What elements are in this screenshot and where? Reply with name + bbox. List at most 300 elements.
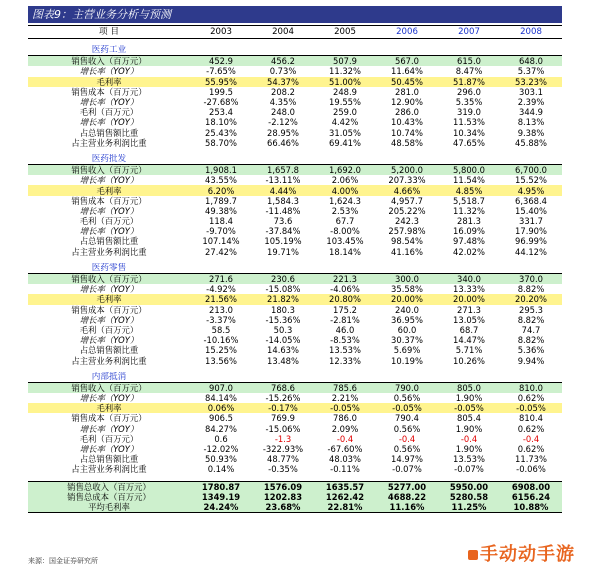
value-cell: 2.53% xyxy=(331,205,359,216)
value-cell: -15.08% xyxy=(265,284,301,295)
value-cell: 8.13% xyxy=(517,117,545,128)
table-row xyxy=(28,226,562,236)
value-cell: 344.9 xyxy=(519,107,543,118)
value-cell: 0.06% xyxy=(190,403,252,413)
value-cell: 12.90% xyxy=(391,97,423,108)
table-row xyxy=(28,454,562,464)
section-title: 医药工业 xyxy=(28,45,190,56)
value-cell: 1.90% xyxy=(455,423,483,434)
value-cell: 248.9 xyxy=(333,86,357,97)
value-cell: 180.3 xyxy=(271,304,295,315)
table-row xyxy=(28,355,562,365)
value-cell: 84.14% xyxy=(205,393,237,404)
value-cell: 370.0 xyxy=(500,273,562,284)
value-cell: 281.0 xyxy=(395,86,419,97)
table-row xyxy=(28,138,562,148)
value-cell: 8.47% xyxy=(455,66,483,77)
value-cell: 17.90% xyxy=(515,226,547,237)
value-cell: 248.0 xyxy=(271,107,295,118)
value-cell: -9.70% xyxy=(206,226,236,237)
section-header-row xyxy=(28,263,562,274)
value-cell: 18.10% xyxy=(205,117,237,128)
section-header-row xyxy=(28,154,562,165)
value-cell: 68.7 xyxy=(459,324,479,335)
value-cell: 28.95% xyxy=(267,127,299,138)
value-cell: -27.68% xyxy=(203,97,239,108)
row-label: 销售收入（百万元） xyxy=(28,273,190,284)
table-row xyxy=(28,87,562,97)
table-row xyxy=(28,393,562,403)
watermark-logo xyxy=(468,540,575,566)
totals-value-cell: 1780.87 xyxy=(190,481,252,492)
totals-value-cell: 1349.19 xyxy=(190,492,252,502)
value-cell: 11.54% xyxy=(453,175,485,186)
watermark-badge-icon xyxy=(468,550,478,560)
value-cell: 27.42% xyxy=(205,246,237,257)
row-label: 占总销售额比重 xyxy=(79,236,139,247)
table-row xyxy=(28,107,562,117)
value-cell: 118.4 xyxy=(209,216,233,227)
row-label: 毛利（百万元） xyxy=(79,433,139,444)
value-cell: -37.84% xyxy=(265,226,301,237)
row-label: 销售收入（百万元） xyxy=(28,165,190,176)
totals-value-cell: 23.68% xyxy=(252,502,314,513)
value-cell: 0.62% xyxy=(517,423,545,434)
section-blank-cell xyxy=(438,154,500,165)
section-blank-cell xyxy=(438,45,500,56)
table-row xyxy=(28,128,562,138)
row-label: 毛利率 xyxy=(28,77,190,87)
value-cell: 9.94% xyxy=(517,355,545,366)
value-cell: 31.05% xyxy=(329,127,361,138)
value-cell: -4.92% xyxy=(206,284,236,295)
value-cell: 2.06% xyxy=(331,175,359,186)
row-label: 增长率（YOY） xyxy=(79,226,139,237)
totals-row xyxy=(28,492,562,502)
table-row xyxy=(28,325,562,335)
section-blank-cell xyxy=(252,154,314,165)
value-cell: 8.82% xyxy=(517,314,545,325)
value-cell: 4.35% xyxy=(269,97,297,108)
value-cell: 51.00% xyxy=(314,77,376,87)
value-cell: -0.05% xyxy=(376,403,438,413)
table-row xyxy=(28,345,562,355)
value-cell: 14.47% xyxy=(453,335,485,346)
value-cell: 58.5 xyxy=(211,324,231,335)
value-cell: 507.9 xyxy=(314,56,376,67)
value-cell: -0.11% xyxy=(330,464,360,475)
totals-value-cell: 1202.83 xyxy=(252,492,314,502)
value-cell: 4.44% xyxy=(252,185,314,195)
value-cell: 50.45% xyxy=(376,77,438,87)
value-cell: 567.0 xyxy=(376,56,438,67)
value-cell: 54.37% xyxy=(252,77,314,87)
table-row xyxy=(28,315,562,325)
value-cell: -2.12% xyxy=(268,117,298,128)
section-blank-cell xyxy=(314,372,376,383)
value-cell: 2.21% xyxy=(331,393,359,404)
value-cell: 10.74% xyxy=(391,127,423,138)
value-cell: 0.6 xyxy=(214,433,228,444)
value-cell: -13.11% xyxy=(265,175,301,186)
value-cell: 15.25% xyxy=(205,345,237,356)
value-cell: 105.19% xyxy=(264,236,302,247)
value-cell: -3.37% xyxy=(206,314,236,325)
table-row xyxy=(28,117,562,127)
table-row xyxy=(28,216,562,226)
section-blank-cell xyxy=(314,154,376,165)
value-cell: 84.27% xyxy=(205,423,237,434)
value-cell: 2.09% xyxy=(331,423,359,434)
section-blank-cell xyxy=(252,372,314,383)
value-cell: 35.58% xyxy=(391,284,423,295)
value-cell: 11.32% xyxy=(453,205,485,216)
value-cell: 4.95% xyxy=(500,185,562,195)
row-label: 占总销售额比重 xyxy=(79,345,139,356)
value-cell: 230.6 xyxy=(252,273,314,284)
row-label: 占主营业务利润比重 xyxy=(71,464,147,475)
value-cell: 1.90% xyxy=(455,444,483,455)
value-cell: 452.9 xyxy=(190,56,252,67)
section-blank-cell xyxy=(314,263,376,274)
totals-value-cell: 5280.58 xyxy=(438,492,500,502)
value-cell: -0.4 xyxy=(398,433,416,444)
watermark-text: 手动动手游 xyxy=(480,544,575,565)
value-cell: 53.23% xyxy=(500,77,562,87)
totals-value-cell: 10.88% xyxy=(500,502,562,513)
value-cell: 242.3 xyxy=(395,216,419,227)
value-cell: 175.2 xyxy=(333,304,357,315)
totals-value-cell: 1635.57 xyxy=(314,481,376,492)
value-cell: 456.2 xyxy=(252,56,314,67)
value-cell: 0.73% xyxy=(269,66,297,77)
value-cell: 20.00% xyxy=(376,294,438,304)
value-cell: 13.05% xyxy=(453,314,485,325)
table-row xyxy=(28,165,562,176)
value-cell: 19.55% xyxy=(329,97,361,108)
value-cell: 98.54% xyxy=(391,236,423,247)
value-cell: 790.0 xyxy=(376,382,438,393)
totals-value-cell: 11.25% xyxy=(438,502,500,513)
section-blank-cell xyxy=(190,263,252,274)
row-label: 增长率（YOY） xyxy=(79,284,139,295)
value-cell: 13.33% xyxy=(453,284,485,295)
value-cell: 0.56% xyxy=(393,423,421,434)
row-label: 占主营业务利润比重 xyxy=(71,137,147,148)
table-row xyxy=(28,434,562,444)
value-cell: 4.85% xyxy=(438,185,500,195)
totals-value-cell: 1576.09 xyxy=(252,481,314,492)
value-cell: 0.56% xyxy=(393,444,421,455)
value-cell: 8.82% xyxy=(517,335,545,346)
row-label: 销售成本（百万元） xyxy=(71,86,147,97)
value-cell: 107.14% xyxy=(202,236,240,247)
value-cell: -7.65% xyxy=(206,66,236,77)
totals-row xyxy=(28,502,562,513)
value-cell: 13.53% xyxy=(453,454,485,465)
row-label: 增长率（YOY） xyxy=(79,444,139,455)
section-title: 医药批发 xyxy=(28,154,190,165)
table-row xyxy=(28,185,562,195)
value-cell: 60.0 xyxy=(397,324,417,335)
section-blank-cell xyxy=(314,45,376,56)
value-cell: 48.03% xyxy=(329,454,361,465)
row-label: 毛利率 xyxy=(28,294,190,304)
table-row xyxy=(28,335,562,345)
value-cell: -15.36% xyxy=(265,314,301,325)
value-cell: 253.4 xyxy=(209,107,233,118)
value-cell: 58.70% xyxy=(205,137,237,148)
table-row xyxy=(28,444,562,454)
row-label: 毛利（百万元） xyxy=(79,216,139,227)
value-cell: 41.16% xyxy=(391,246,423,257)
section-blank-cell xyxy=(500,154,562,165)
section-title: 内部抵消 xyxy=(28,372,190,383)
header-label-cell: 项 目 xyxy=(28,26,190,39)
totals-value-cell: 24.24% xyxy=(190,502,252,513)
totals-label: 销售总成本（百万元） xyxy=(28,492,190,502)
section-blank-cell xyxy=(252,45,314,56)
value-cell: -0.05% xyxy=(500,403,562,413)
value-cell: 1,657.8 xyxy=(252,165,314,176)
table-row xyxy=(28,273,562,284)
table-row xyxy=(28,77,562,87)
value-cell: 213.0 xyxy=(209,304,233,315)
value-cell: 0.56% xyxy=(393,393,421,404)
value-cell: 19.71% xyxy=(267,246,299,257)
value-cell: -67.60% xyxy=(327,444,363,455)
table-row xyxy=(28,97,562,107)
value-cell: 340.0 xyxy=(438,273,500,284)
value-cell: 44.12% xyxy=(515,246,547,257)
row-label: 增长率（YOY） xyxy=(79,66,139,77)
table-row xyxy=(28,236,562,246)
totals-value-cell: 6156.24 xyxy=(500,492,562,502)
value-cell: 73.6 xyxy=(273,216,293,227)
totals-label: 销售总收入（百万元） xyxy=(28,481,190,492)
value-cell: 10.26% xyxy=(453,355,485,366)
value-cell: 55.95% xyxy=(190,77,252,87)
row-label: 占总销售额比重 xyxy=(79,127,139,138)
table-row xyxy=(28,196,562,206)
value-cell: 768.6 xyxy=(252,382,314,393)
value-cell: 43.55% xyxy=(205,175,237,186)
value-cell: 48.58% xyxy=(391,137,423,148)
value-cell: 300.0 xyxy=(376,273,438,284)
table-row xyxy=(28,66,562,76)
value-cell: 786.0 xyxy=(333,413,357,424)
value-cell: -8.53% xyxy=(330,335,360,346)
value-cell: 1,624.3 xyxy=(329,195,361,206)
value-cell: 615.0 xyxy=(438,56,500,67)
value-cell: 18.14% xyxy=(329,246,361,257)
value-cell: 5.37% xyxy=(517,66,545,77)
section-header-row xyxy=(28,372,562,383)
value-cell: -14.05% xyxy=(265,335,301,346)
value-cell: 6.20% xyxy=(190,185,252,195)
value-cell: 96.99% xyxy=(515,236,547,247)
value-cell: 259.0 xyxy=(333,107,357,118)
value-cell: 20.80% xyxy=(314,294,376,304)
section-blank-cell xyxy=(376,372,438,383)
value-cell: 208.2 xyxy=(271,86,295,97)
value-cell: 16.09% xyxy=(453,226,485,237)
value-cell: -0.4 xyxy=(522,433,540,444)
value-cell: 271.6 xyxy=(190,273,252,284)
value-cell: 5.35% xyxy=(455,97,483,108)
value-cell: 648.0 xyxy=(500,56,562,67)
value-cell: -0.07% xyxy=(454,464,484,475)
header-year-cell: 2008 xyxy=(500,26,562,39)
row-label: 增长率（YOY） xyxy=(79,335,139,346)
row-label: 毛利（百万元） xyxy=(79,107,139,118)
value-cell: -8.00% xyxy=(330,226,360,237)
value-cell: 11.64% xyxy=(391,66,423,77)
value-cell: 286.0 xyxy=(395,107,419,118)
totals-value-cell: 11.16% xyxy=(376,502,438,513)
value-cell: 13.53% xyxy=(329,345,361,356)
value-cell: 30.37% xyxy=(391,335,423,346)
table-row xyxy=(28,424,562,434)
totals-value-cell: 1262.42 xyxy=(314,492,376,502)
value-cell: 11.53% xyxy=(453,117,485,128)
value-cell: 50.3 xyxy=(273,324,293,335)
totals-value-cell: 22.81% xyxy=(314,502,376,513)
value-cell: 48.77% xyxy=(267,454,299,465)
value-cell: 15.52% xyxy=(515,175,547,186)
header-year-cell: 2007 xyxy=(438,26,500,39)
value-cell: 12.33% xyxy=(329,355,361,366)
value-cell: -10.16% xyxy=(203,335,239,346)
value-cell: 0.62% xyxy=(517,393,545,404)
row-label: 占总销售额比重 xyxy=(79,454,139,465)
table-row xyxy=(28,403,562,413)
value-cell: 303.1 xyxy=(519,86,543,97)
table-row xyxy=(28,56,562,67)
section-blank-cell xyxy=(500,45,562,56)
section-header-row xyxy=(28,45,562,56)
value-cell: 5,200.0 xyxy=(376,165,438,176)
row-label: 增长率（YOY） xyxy=(79,175,139,186)
section-blank-cell xyxy=(438,372,500,383)
value-cell: 4.66% xyxy=(376,185,438,195)
value-cell: 21.56% xyxy=(190,294,252,304)
row-label: 销售成本（百万元） xyxy=(71,413,147,424)
value-cell: 97.48% xyxy=(453,236,485,247)
value-cell: 257.98% xyxy=(388,226,426,237)
value-cell: -322.93% xyxy=(262,444,304,455)
value-cell: -1.3 xyxy=(274,433,292,444)
value-cell: 69.41% xyxy=(329,137,361,148)
table-row xyxy=(28,206,562,216)
row-label: 毛利（百万元） xyxy=(79,324,139,335)
value-cell: 5.71% xyxy=(455,345,483,356)
row-label: 占主营业务利润比重 xyxy=(71,355,147,366)
value-cell: 10.19% xyxy=(391,355,423,366)
value-cell: 296.0 xyxy=(457,86,481,97)
value-cell: 906.5 xyxy=(209,413,233,424)
value-cell: 45.88% xyxy=(515,137,547,148)
value-cell: 5.36% xyxy=(517,345,545,356)
value-cell: 5,518.7 xyxy=(453,195,485,206)
table-row xyxy=(28,305,562,315)
value-cell: 205.22% xyxy=(388,205,426,216)
table-row xyxy=(28,284,562,294)
value-cell: 25.43% xyxy=(205,127,237,138)
section-blank-cell xyxy=(190,372,252,383)
value-cell: 207.33% xyxy=(388,175,426,186)
table-title: 图表9：主营业务分析与预测 xyxy=(28,6,562,23)
value-cell: 14.63% xyxy=(267,345,299,356)
value-cell: 769.9 xyxy=(271,413,295,424)
value-cell: 6,700.0 xyxy=(500,165,562,176)
value-cell: 0.62% xyxy=(517,444,545,455)
value-cell: -15.06% xyxy=(265,423,301,434)
value-cell: -2.81% xyxy=(330,314,360,325)
value-cell: 810.0 xyxy=(500,382,562,393)
section-blank-cell xyxy=(500,372,562,383)
value-cell: 49.38% xyxy=(205,205,237,216)
value-cell: -0.05% xyxy=(438,403,500,413)
value-cell: 42.02% xyxy=(453,246,485,257)
value-cell: 20.20% xyxy=(500,294,562,304)
row-label: 增长率（YOY） xyxy=(79,314,139,325)
value-cell: 199.5 xyxy=(209,86,233,97)
value-cell: -0.35% xyxy=(268,464,298,475)
totals-value-cell: 5277.00 xyxy=(376,481,438,492)
value-cell: -0.17% xyxy=(252,403,314,413)
value-cell: 785.6 xyxy=(314,382,376,393)
value-cell: -0.07% xyxy=(392,464,422,475)
value-cell: 13.48% xyxy=(267,355,299,366)
value-cell: 1,584.3 xyxy=(267,195,299,206)
table-row xyxy=(28,382,562,393)
value-cell: 47.65% xyxy=(453,137,485,148)
value-cell: 15.40% xyxy=(515,205,547,216)
value-cell: 66.46% xyxy=(267,137,299,148)
value-cell: -0.06% xyxy=(516,464,546,475)
value-cell: -0.4 xyxy=(336,433,354,444)
value-cell: 790.4 xyxy=(395,413,419,424)
row-label: 占主营业务利润比重 xyxy=(71,246,147,257)
value-cell: -0.05% xyxy=(314,403,376,413)
value-cell: 1,908.1 xyxy=(190,165,252,176)
table-row xyxy=(28,175,562,185)
row-label: 销售收入（百万元） xyxy=(28,56,190,67)
table-row xyxy=(28,464,562,474)
row-label: 增长率（YOY） xyxy=(79,423,139,434)
section-blank-cell xyxy=(376,263,438,274)
table-row xyxy=(28,294,562,304)
value-cell: 1,692.0 xyxy=(314,165,376,176)
header-year-cell: 2005 xyxy=(314,26,376,39)
value-cell: 221.3 xyxy=(314,273,376,284)
row-label: 销售成本（百万元） xyxy=(71,195,147,206)
value-cell: -4.06% xyxy=(330,284,360,295)
totals-value-cell: 5950.00 xyxy=(438,481,500,492)
header-year-cell: 2006 xyxy=(376,26,438,39)
row-label: 增长率（YOY） xyxy=(79,117,139,128)
totals-row xyxy=(28,481,562,492)
value-cell: 240.0 xyxy=(395,304,419,315)
totals-value-cell: 4688.22 xyxy=(376,492,438,502)
header-year-cell: 2003 xyxy=(190,26,252,39)
totals-label: 平均毛利率 xyxy=(28,502,190,513)
section-title: 医药零售 xyxy=(28,263,190,274)
table-row xyxy=(28,413,562,423)
value-cell: 0.14% xyxy=(207,464,235,475)
row-label: 销售成本（百万元） xyxy=(71,304,147,315)
